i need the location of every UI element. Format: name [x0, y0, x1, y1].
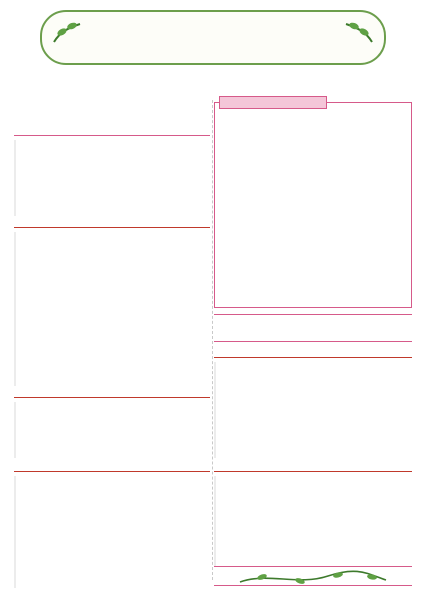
header-banner: [40, 10, 386, 65]
lead-paragraph: [14, 70, 210, 120]
column-divider: [212, 100, 213, 580]
budget-heading: [14, 126, 210, 136]
budget-2026-heading: [214, 462, 412, 472]
budget-2026-section: [214, 462, 412, 566]
motorsport-section: [14, 218, 210, 386]
sprout-icon-right: [342, 18, 376, 46]
our-view-body: [214, 362, 412, 458]
our-view-section: [214, 348, 412, 458]
our-view-heading: [214, 348, 412, 358]
motorsport-heading: [14, 218, 210, 228]
staff-dispatch-body: [14, 402, 210, 458]
budget-body: [14, 140, 210, 216]
staff-dispatch-heading: [14, 388, 210, 398]
left-column: [14, 70, 210, 586]
council-pay-section: [14, 462, 210, 588]
council-pay-body: [14, 476, 210, 588]
footer-vine-icon: [238, 568, 388, 588]
council-pay-heading: [14, 462, 210, 472]
insurance-box: [214, 102, 412, 308]
ordinance-change-heading: [214, 314, 412, 342]
staff-dispatch-section: [14, 388, 210, 458]
motorsport-body: [14, 232, 210, 386]
sprout-icon-left: [50, 18, 84, 46]
insurance-box-label: [219, 96, 327, 109]
budget-2026-body: [214, 476, 412, 566]
budget-section: [14, 126, 210, 216]
right-column: [214, 70, 412, 586]
